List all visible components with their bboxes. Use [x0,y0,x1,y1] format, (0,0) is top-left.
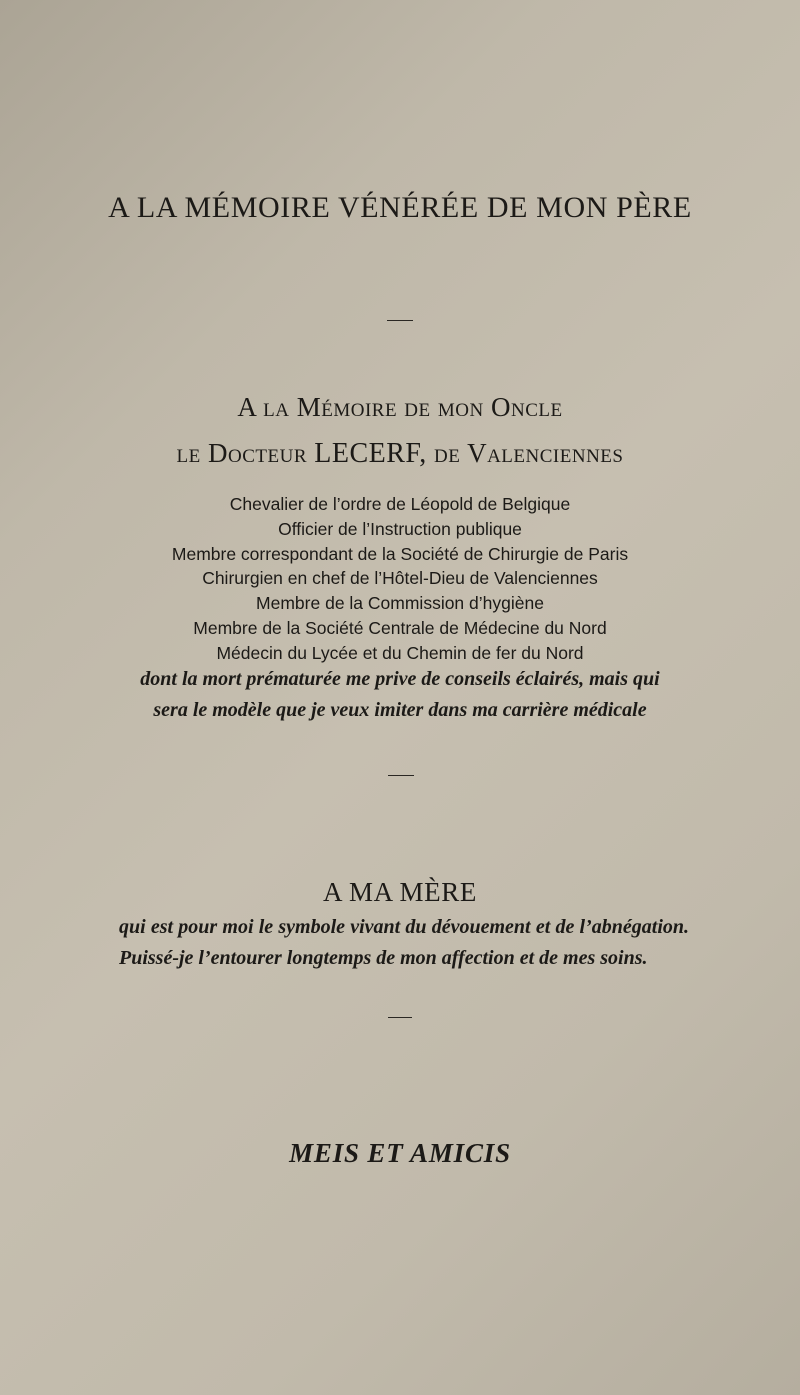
uncle-name: LECERF, [314,438,427,469]
mother-dedication: qui est pour moi le symbole vivant du dévouement et de l’abnégation. Puissé-je l’entourer longtemps de mon affection et de mes soins. [119,916,689,969]
uncle-title-item: Médecin du Lycée et du Chemin de fer du Nord [216,642,584,663]
uncle-dedication-line: dont la mort prématurée me prive de conseils éclairés, mais qui [140,668,660,690]
divider-rule [388,1017,412,1018]
uncle-title-item: Membre correspondant de la Société de Chirurgie de Paris [171,543,629,564]
divider-rule [388,775,414,776]
mother-heading: A MA MÈRE [323,877,477,907]
uncle-name-prefix: le Docteur [176,438,307,468]
divider-rule [387,320,413,321]
uncle-title-item: Chevalier de l’ordre de Léopold de Belgique [229,494,571,514]
motto: MEIS ET AMICIS [289,1138,511,1168]
uncle-name-line [0,436,800,471]
uncle-title-item: Chirurgien en chef de l’Hôtel-Dieu de Valenciennes [202,568,598,589]
uncle-titles-list [0,492,800,666]
uncle-title-item: Membre de la Société Centrale de Médecine du Nord [193,617,607,638]
uncle-name-suffix: de Valenciennes [434,438,624,468]
uncle-dedication-line: sera le modèle que je veux imiter dans ma carrière médicale [153,699,647,721]
uncle-dedication [0,664,800,726]
dedication-father: A LA MÉMOIRE VÉNÉRÉE DE MON PÈRE [108,191,692,224]
uncle-heading: A la Mémoire de mon Oncle [237,392,563,422]
uncle-title-item: Officier de l’Instruction publique [278,518,522,539]
uncle-title-item: Membre de la Commission d’hygiène [256,593,544,614]
